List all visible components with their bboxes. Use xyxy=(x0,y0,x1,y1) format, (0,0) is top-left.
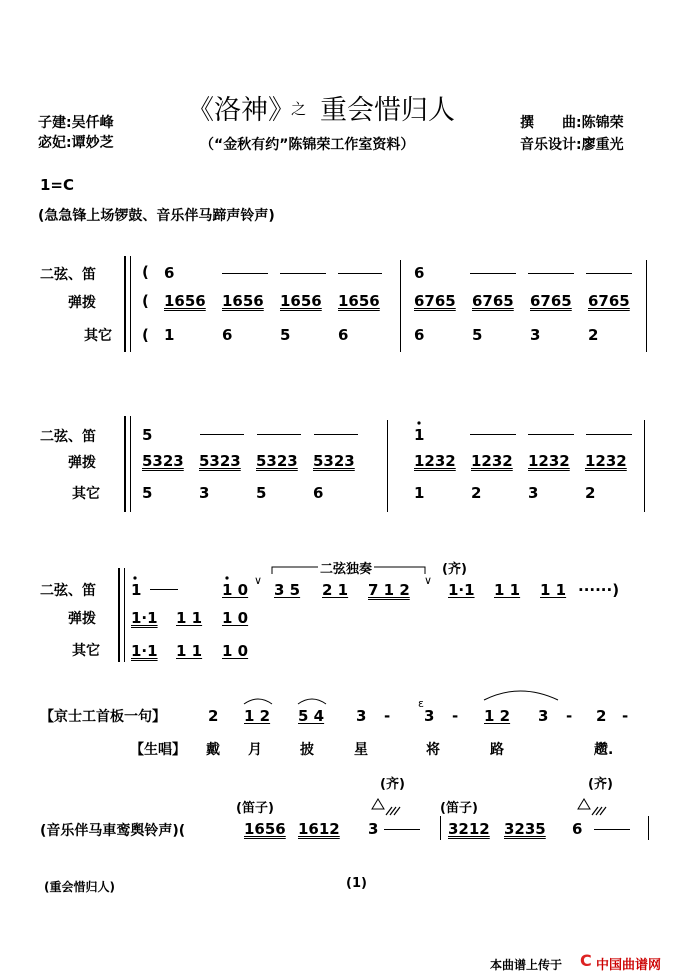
last-note: (音乐伴马車鸾舆铃声)( xyxy=(40,823,186,839)
note-group: 1232 xyxy=(585,452,627,470)
note: 2 xyxy=(208,707,219,725)
qi-label: (齐) xyxy=(442,562,467,577)
note: 3 xyxy=(528,484,539,502)
note: 2 xyxy=(596,707,607,725)
page-number: (1) xyxy=(346,876,367,891)
note-group: 1656 xyxy=(338,292,380,310)
note: 2 xyxy=(471,484,482,502)
part-label-qita: 其它 xyxy=(84,328,112,344)
lyric: 路 xyxy=(490,742,504,758)
note-group: 3212 xyxy=(448,820,490,838)
upload-note: 本曲谱上传于 xyxy=(490,958,563,972)
note-group: 5323 xyxy=(199,452,241,470)
note: 5 xyxy=(256,484,267,502)
dash-mark: - xyxy=(622,707,629,725)
note: 6 xyxy=(572,820,583,838)
note-group: 5 4 xyxy=(298,707,325,725)
note: 1 xyxy=(414,484,425,502)
lyric: 将 xyxy=(426,742,440,758)
note-group: 1656 xyxy=(222,292,264,310)
banner-jingshigong: 【京士工首板一句】 xyxy=(40,709,166,725)
note-group: 1 1 xyxy=(176,609,203,627)
note-group: 1232 xyxy=(414,452,456,470)
note-group: 5323 xyxy=(313,452,355,470)
cast-mifei: 宓妃:谭妙芝 xyxy=(38,135,114,151)
note-group: 1·1 xyxy=(131,642,158,660)
dizi-label: (笛子) xyxy=(236,801,274,816)
note-group: 1232 xyxy=(471,452,513,470)
part-label-tanbo: 弹拨 xyxy=(68,611,96,627)
note-group: 1 0 xyxy=(222,609,249,627)
part-label-tanbo: 弹拨 xyxy=(68,455,96,471)
note-group: 1 2 xyxy=(484,707,511,725)
note: 6 xyxy=(313,484,324,502)
note: 3 xyxy=(530,326,541,344)
note-group: 1656 xyxy=(244,820,286,838)
note-group: 1 1 xyxy=(176,642,203,660)
page-title: 重会惜归人 xyxy=(320,95,455,126)
lyric: 戴 xyxy=(206,742,220,758)
dash-mark: - xyxy=(566,707,573,725)
note-group: 3235 xyxy=(504,820,546,838)
footer-left: (重会惜归人) xyxy=(44,880,115,894)
note-group: 1656 xyxy=(280,292,322,310)
note-group: 6765 xyxy=(588,292,630,310)
note: 2 xyxy=(588,326,599,344)
note-group: 1 2 xyxy=(244,707,271,725)
subtitle: （“金秋有约”陈锦荣工作室资料） xyxy=(200,137,415,153)
dash-mark: - xyxy=(384,707,391,725)
credit-composer: 撰 曲:陈锦荣 xyxy=(520,115,624,131)
site-logo-icon: C xyxy=(580,951,592,970)
site-name[interactable]: 中国曲谱网 xyxy=(596,958,662,973)
note-group: 1·1 xyxy=(131,609,158,627)
note-group: 3 5 xyxy=(274,581,301,599)
note: 6 xyxy=(164,264,175,282)
part-label-erxian: 二弦、笛 xyxy=(40,583,96,599)
note-group: 1 0 xyxy=(222,642,249,660)
note: 5 xyxy=(142,484,153,502)
qi-label: (齐) xyxy=(380,777,405,792)
note-group: 5323 xyxy=(142,452,184,470)
part-label-tanbo: 弹拨 xyxy=(68,295,96,311)
lyric: 披 xyxy=(300,742,314,758)
note-group: 1 0 xyxy=(222,581,249,599)
note: 3 xyxy=(424,707,435,725)
note-group: 5323 xyxy=(256,452,298,470)
lyric: 月 xyxy=(248,742,262,758)
part-label-erxian: 二弦、笛 xyxy=(40,267,96,283)
note-group: 6765 xyxy=(414,292,456,310)
note: 5 xyxy=(472,326,483,344)
note: 6 xyxy=(414,326,425,344)
paren: ( xyxy=(142,292,149,310)
note-group: 1656 xyxy=(164,292,206,310)
part-label-erxian: 二弦、笛 xyxy=(40,429,96,445)
title-prefix: 《洛神》 xyxy=(187,95,295,126)
note: 1 xyxy=(164,326,175,344)
key-signature: 1=C xyxy=(40,176,75,194)
part-label-qita: 其它 xyxy=(72,486,100,502)
note-group: 6765 xyxy=(472,292,514,310)
sing-label: 【生唱】 xyxy=(130,742,186,758)
note-group: 1232 xyxy=(528,452,570,470)
dots-paren: ······) xyxy=(578,581,620,599)
note: 5 xyxy=(142,426,153,444)
note: 5 xyxy=(280,326,291,344)
lyric: 星 xyxy=(354,742,368,758)
dash-mark: - xyxy=(452,707,459,725)
solo-label: 二弦独奏 xyxy=(318,558,374,577)
note: 2 xyxy=(585,484,596,502)
note: 3 xyxy=(368,820,379,838)
note: 1 xyxy=(131,581,142,599)
note-group: 1612 xyxy=(298,820,340,838)
qi-label: (齐) xyxy=(588,777,613,792)
intro-note: (急急锋上场锣鼓、音乐伴马蹄声铃声) xyxy=(38,208,275,224)
note: 3 xyxy=(199,484,210,502)
note: 6 xyxy=(414,264,425,282)
note: 1 xyxy=(414,426,425,444)
lyric: 趱. xyxy=(594,742,614,758)
note-group: 2 1 xyxy=(322,581,349,599)
note-group: 6765 xyxy=(530,292,572,310)
cast-zijian: 子建:吴仟峰 xyxy=(38,115,114,131)
title-zhi: 之 xyxy=(291,100,307,118)
note-group: 1 1 xyxy=(494,581,521,599)
note-group: 1·1 xyxy=(448,581,475,599)
dizi-label: (笛子) xyxy=(440,801,478,816)
note: 3 xyxy=(356,707,367,725)
note: 6 xyxy=(222,326,233,344)
part-label-qita: 其它 xyxy=(72,643,100,659)
note: 6 xyxy=(338,326,349,344)
note: 3 xyxy=(538,707,549,725)
credit-music-design: 音乐设计:廖重光 xyxy=(520,137,624,153)
note-group: 1 1 xyxy=(540,581,567,599)
note-group: 7 1 2 xyxy=(368,581,410,599)
paren: ( xyxy=(142,263,149,281)
paren: ( xyxy=(142,326,149,344)
